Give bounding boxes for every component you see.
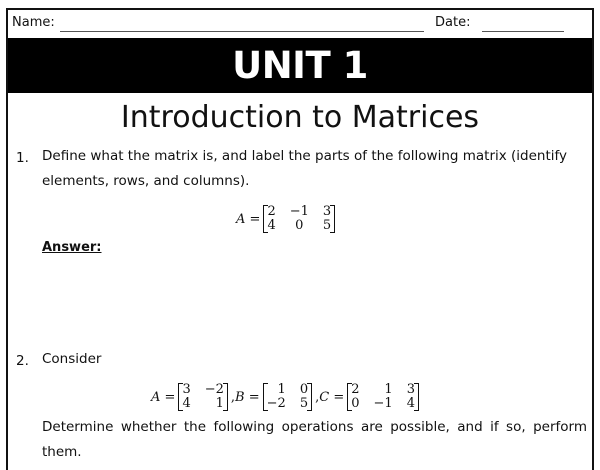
- cell: 1: [277, 382, 286, 397]
- unit-banner: UNIT 1: [8, 38, 592, 93]
- cell: −1: [289, 204, 309, 219]
- name-field[interactable]: [60, 31, 424, 32]
- q1-number: 1.: [16, 150, 29, 166]
- equals: =: [164, 389, 176, 405]
- matrix-name: A: [151, 389, 161, 405]
- page-title: Introduction to Matrices: [120, 100, 480, 135]
- cell: −2: [266, 396, 286, 411]
- matrix-b: [263, 383, 312, 411]
- equals: =: [248, 389, 260, 405]
- q2-text: Consider: [42, 351, 102, 367]
- cell: 1: [384, 382, 393, 397]
- date-label: Date:: [435, 15, 471, 30]
- cell: 4: [182, 396, 191, 411]
- q2-instructions: [42, 415, 587, 465]
- cell: 5: [299, 396, 309, 411]
- matrix-a: [178, 383, 227, 411]
- cell: 0: [295, 218, 304, 233]
- q1-matrix-equation: [236, 205, 338, 233]
- cell: 4: [267, 218, 276, 233]
- q1-text: [42, 144, 587, 194]
- q1-line1: Define what the matrix is, and label the parts of the following matrix (identify: [42, 148, 568, 164]
- q2-line1: Determine whether the following operations are possible, and if so, perform: [42, 419, 587, 435]
- q2-matrices: [151, 383, 422, 411]
- q2-line2: them.: [42, 444, 82, 460]
- date-field[interactable]: [482, 31, 564, 32]
- q2-number: 2.: [16, 353, 29, 369]
- answer-label: Answer:: [42, 240, 102, 255]
- equals: =: [249, 211, 261, 227]
- name-date-row: [8, 10, 592, 38]
- cell: 3: [182, 382, 191, 397]
- equals: =: [333, 389, 345, 405]
- cell: 5: [322, 218, 332, 233]
- matrix-c: [347, 383, 419, 411]
- matrix-name: A: [236, 211, 246, 227]
- cell: −1: [373, 396, 393, 411]
- cell: 0: [299, 382, 309, 397]
- matrix-name: B: [235, 389, 245, 405]
- cell: 4: [406, 396, 415, 411]
- cell: −2: [204, 382, 224, 397]
- matrix-a: [263, 205, 335, 233]
- name-label: Name:: [12, 15, 55, 30]
- separator: ,: [230, 389, 236, 405]
- worksheet-frame: [6, 8, 594, 470]
- cell: 3: [406, 382, 415, 397]
- matrix-name: C: [319, 389, 330, 405]
- cell: 3: [322, 204, 332, 219]
- cell: 2: [351, 382, 360, 397]
- cell: 0: [351, 396, 360, 411]
- cell: 2: [267, 204, 276, 219]
- q1-line2: elements, rows, and columns).: [42, 173, 250, 189]
- cell: 1: [215, 396, 224, 411]
- separator: ,: [315, 389, 320, 405]
